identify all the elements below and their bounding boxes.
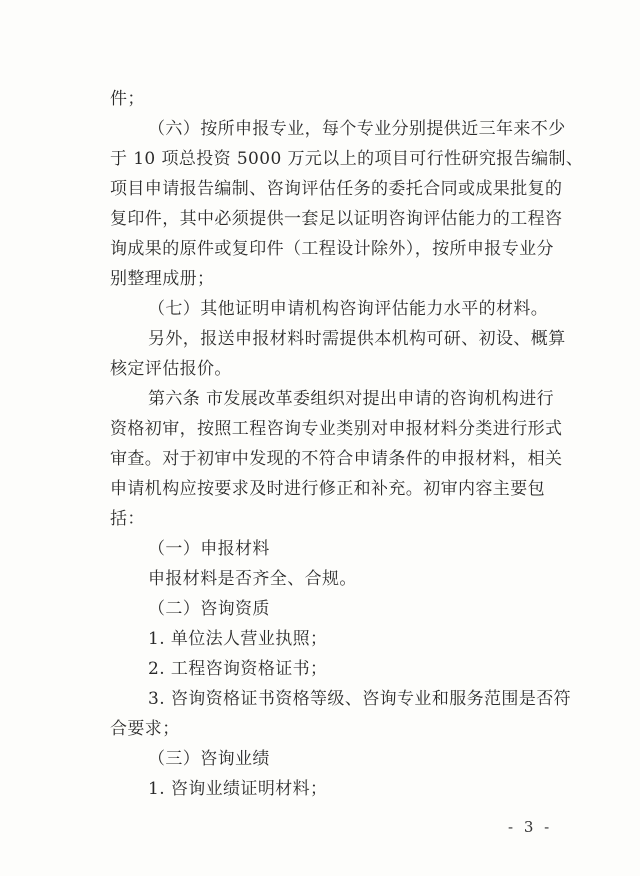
page-number: - 3 -: [508, 818, 553, 836]
list-item: 2. 工程咨询资格证书；: [148, 659, 328, 679]
text-line: 项目申请报告编制、咨询评估任务的委托合同或成果批复的: [110, 179, 563, 199]
text-line: （六）按所申报专业，每个专业分别提供近三年来不少: [148, 119, 566, 139]
sub-heading: （一）申报材料: [148, 539, 270, 559]
text-line: 申报材料是否齐全、合规。: [148, 569, 357, 589]
sub-heading: （三）咨询业绩: [148, 749, 270, 769]
text-line: 括：: [110, 509, 145, 529]
text-line: 于 10 项总投资 5000 万元以上的项目可行性研究报告编制、: [110, 149, 584, 169]
list-item: 3. 咨询资格证书资格等级、咨询专业和服务范围是否符: [148, 689, 572, 709]
text-line: 申请机构应按要求及时进行修正和补充。初审内容主要包: [110, 479, 545, 499]
text-line: 询成果的原件或复印件（工程设计除外），按所申报专业分: [110, 239, 554, 259]
list-item: 1. 单位法人营业执照；: [148, 629, 328, 649]
text-line: 合要求；: [110, 719, 180, 739]
list-item: 1. 咨询业绩证明材料；: [148, 779, 328, 799]
text-line: 别整理成册；: [110, 269, 215, 289]
text-line: 资格初审，按照工程咨询专业类别对申报材料分类进行形式: [110, 419, 563, 439]
text-line: （七）其他证明申请机构咨询评估能力水平的材料。: [148, 299, 549, 319]
text-line: 核定评估报价。: [110, 359, 232, 379]
text-line: 审查。对于初审中发现的不符合申请条件的申报材料，相关: [110, 449, 563, 469]
section-heading: 第六条 市发展改革委组织对提出申请的咨询机构进行: [148, 389, 555, 409]
sub-heading: （二）咨询资质: [148, 599, 270, 619]
text-line: 复印件，其中必须提供一套足以证明咨询评估能力的工程咨: [110, 209, 563, 229]
text-line: 另外，报送申报材料时需提供本机构可研、初设、概算: [148, 329, 566, 349]
text-line: 件；: [110, 89, 145, 109]
